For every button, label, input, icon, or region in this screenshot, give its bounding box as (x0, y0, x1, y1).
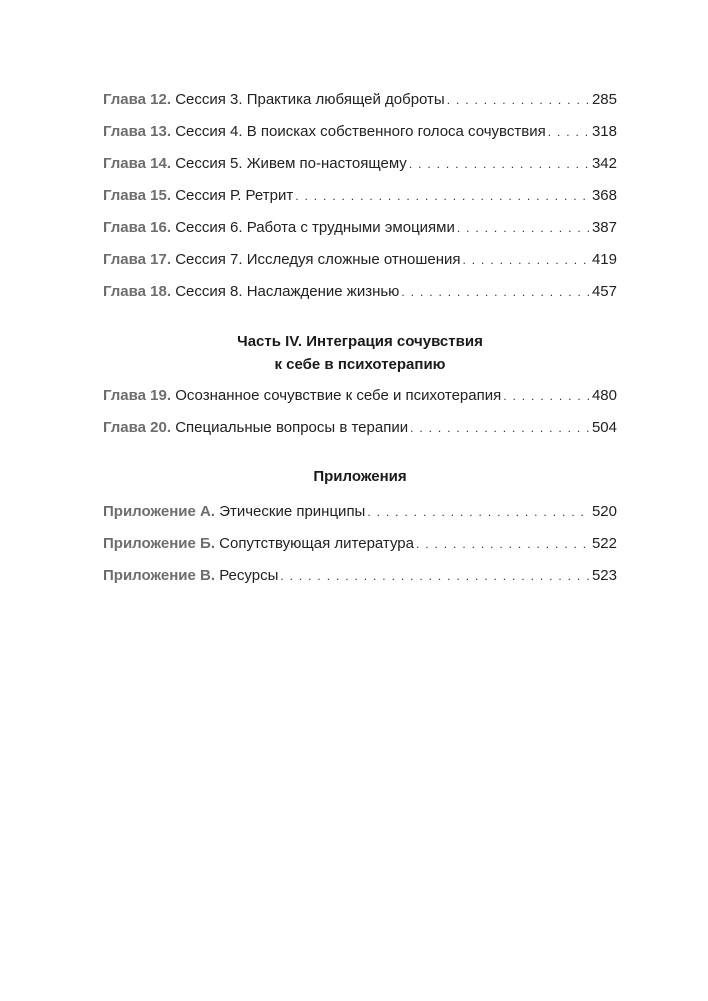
toc-entry-title: Этические принципы (219, 503, 366, 520)
part-heading-line1: Часть IV. Интеграция сочувствия (237, 333, 483, 350)
toc-entry-chapter-18 (103, 282, 617, 314)
toc-entry-label: Глава 19. (103, 387, 172, 404)
toc-entry-page: 368 (591, 187, 617, 204)
appendices-heading: Приложения (313, 468, 407, 485)
dot-leader (457, 218, 590, 238)
toc-entry-title: Сессия 3. Практика любящей доброты (175, 91, 445, 108)
toc-entry-label: Глава 20. (103, 419, 172, 436)
toc-entry-page: 342 (591, 155, 617, 172)
toc-entry-appendix-a (103, 502, 617, 534)
dot-leader (447, 90, 590, 110)
toc-entry-title: Специальные вопросы в терапии (175, 419, 409, 436)
toc-entry-title: Сессия 7. Исследуя сложные отношения (175, 251, 461, 268)
toc-entry-page: 520 (591, 503, 617, 520)
toc-entry-title: Сессия 5. Живем по-настоящему (175, 155, 407, 172)
appendix-list (103, 502, 617, 598)
toc-entry-chapter-12 (103, 90, 617, 122)
toc-entry-page: 387 (591, 219, 617, 236)
dot-leader (410, 418, 590, 438)
toc-entry-label: Глава 13. (103, 123, 172, 140)
toc-entry-page: 504 (591, 419, 617, 436)
toc-entry-label: Глава 15. (103, 187, 172, 204)
dot-leader (295, 186, 590, 206)
toc-entry-title: Сопутствующая литература (219, 535, 414, 552)
toc-entry-title: Сессия 4. В поисках собственного голоса сочувствия (175, 123, 546, 140)
toc-entry-appendix-b (103, 534, 617, 566)
dot-leader (401, 282, 590, 302)
toc-entry-chapter-14 (103, 154, 617, 186)
toc-entry-label: Приложение В. (103, 567, 216, 584)
toc-entry-chapter-17 (103, 250, 617, 282)
dot-leader (416, 534, 590, 554)
toc-entry-page: 523 (591, 567, 617, 584)
dot-leader (280, 566, 590, 586)
toc-entry-chapter-19 (103, 386, 617, 418)
toc-entry-label: Приложение А. (103, 503, 216, 520)
dot-leader (463, 250, 590, 270)
part-heading-line2: к себе в психотерапию (274, 356, 446, 373)
toc-entry-appendix-c (103, 566, 617, 598)
toc-entry-title: Сессия 8. Наслаждение жизнью (175, 283, 400, 300)
toc-entry-chapter-20 (103, 418, 617, 450)
toc-entry-label: Глава 16. (103, 219, 172, 236)
toc-entry-label: Глава 18. (103, 283, 172, 300)
toc-entry-page: 522 (591, 535, 617, 552)
toc-entry-title: Сессия Р. Ретрит (175, 187, 294, 204)
toc-entry-title: Ресурсы (219, 567, 279, 584)
toc-entry-chapter-16 (103, 218, 617, 250)
chapter-list-part3 (103, 90, 617, 314)
toc-entry-page: 318 (591, 123, 617, 140)
toc-entry-title: Осознанное сочувствие к себе и психотерапия (175, 387, 502, 404)
toc-entry-label: Приложение Б. (103, 535, 215, 552)
dot-leader (367, 502, 590, 522)
chapter-list-part4 (103, 386, 617, 450)
toc-entry-page: 285 (591, 91, 617, 108)
toc-entry-page: 480 (591, 387, 617, 404)
toc-entry-label: Глава 12. (103, 91, 172, 108)
toc-entry-page: 457 (591, 283, 617, 300)
toc-entry-title: Сессия 6. Работа с трудными эмоциями (175, 219, 455, 236)
toc-entry-chapter-13 (103, 122, 617, 154)
dot-leader (409, 154, 590, 174)
dot-leader (503, 386, 590, 406)
toc-entry-label: Глава 14. (103, 155, 172, 172)
dot-leader (548, 122, 590, 142)
toc-entry-chapter-15 (103, 186, 617, 218)
toc-entry-page: 419 (591, 251, 617, 268)
part-heading (103, 330, 617, 376)
toc-entry-label: Глава 17. (103, 251, 172, 268)
